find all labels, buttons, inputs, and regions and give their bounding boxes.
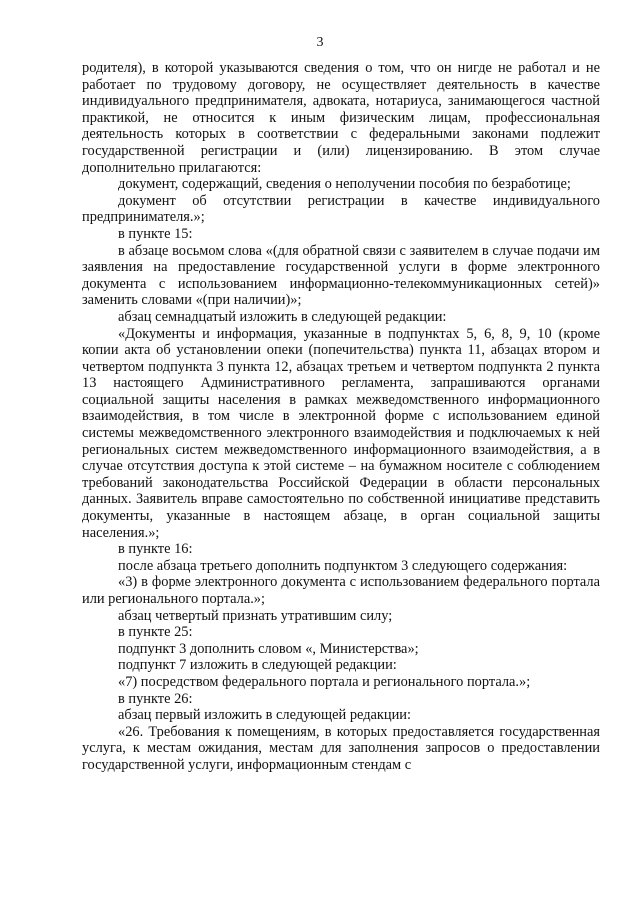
paragraph: подпункт 3 дополнить словом «, Министерства»; — [118, 640, 419, 657]
paragraph: «26. Требования к помещениям, в которых предоставляется государственная услуга, к местам ожидания, местам для заполнения запросов о предоставлении государственной услуги, информационным стендам с — [82, 723, 600, 773]
page-number: 3 — [316, 35, 324, 50]
paragraph: в пункте 16: — [118, 541, 193, 558]
paragraph: абзац первый изложить в следующей редакции: — [118, 707, 412, 724]
paragraph: «Документы и информация, указанные в подпунктах 5, 6, 8, 9, 10 (кроме копии акта об установлении опеки (попечительства) пункта 11, абзацах втором и четвертом подпункта 3 пункта 12, абзацах третьем и четвертом подпункта 2 пункта 13 настоящего Административного регламента, запрашиваются органами социальной защиты населения в рамках межведомственного информационного взаимодействия, в том числе в электронной форме с использованием единой системы межведомственного электронного взаимодействия и подключаемых к ней региональных систем межведомственного информационного взаимодействия, а в случае отсутствия доступа к этой системе – на бумажном носителе с соблюдением требований законодательства Российской Федерации в области персональных данных. Заявитель вправе самостоятельно по собственной инициативе представить документы, указанные в настоящем абзаце, в орган социальной защиты населения.»; — [82, 325, 600, 541]
paragraph: документ, содержащий, сведения о неполучении пособия по безработице; — [118, 176, 571, 193]
paragraph: в пункте 15: — [118, 225, 193, 242]
paragraph: родителя), в которой указываются сведения о том, что он нигде не работал и не работает по трудовому договору, не осуществляет деятельность в качестве индивидуального предпринимателя, адвоката, нотариуса, занимающегося частной практикой, не относится к иным физическим лицам, профессиональная деятельность которых в соответствии с федеральными законами подлежит государственной регистрации и (или) лицензированию. В этом случае дополнительно прилагаются: — [82, 60, 600, 176]
document-body — [82, 60, 600, 774]
paragraph: «3) в форме электронного документа с использованием федерального портала или регионального портала.»; — [82, 574, 600, 607]
paragraph: в пункте 26: — [118, 690, 193, 707]
paragraph: после абзаца третьего дополнить подпунктом 3 следующего содержания: — [118, 557, 568, 574]
paragraph: в пункте 25: — [118, 624, 193, 641]
paragraph: абзац четвертый признать утратившим силу; — [118, 607, 393, 624]
paragraph: документ об отсутствии регистрации в качестве индивидуального предпринимателя.»; — [82, 192, 600, 226]
paragraph: «7) посредством федерального портала и регионального портала.»; — [118, 673, 531, 690]
paragraph: абзац семнадцатый изложить в следующей редакции: — [118, 308, 447, 325]
paragraph: подпункт 7 изложить в следующей редакции: — [118, 657, 397, 674]
paragraph: в абзаце восьмом слова «(для обратной связи с заявителем в случае подачи им заявления на предоставление государственной услуги в форме электронного документа с использованием информационно-телекоммуникационных сетей)» заменить словами «(при наличии)»; — [82, 242, 600, 309]
